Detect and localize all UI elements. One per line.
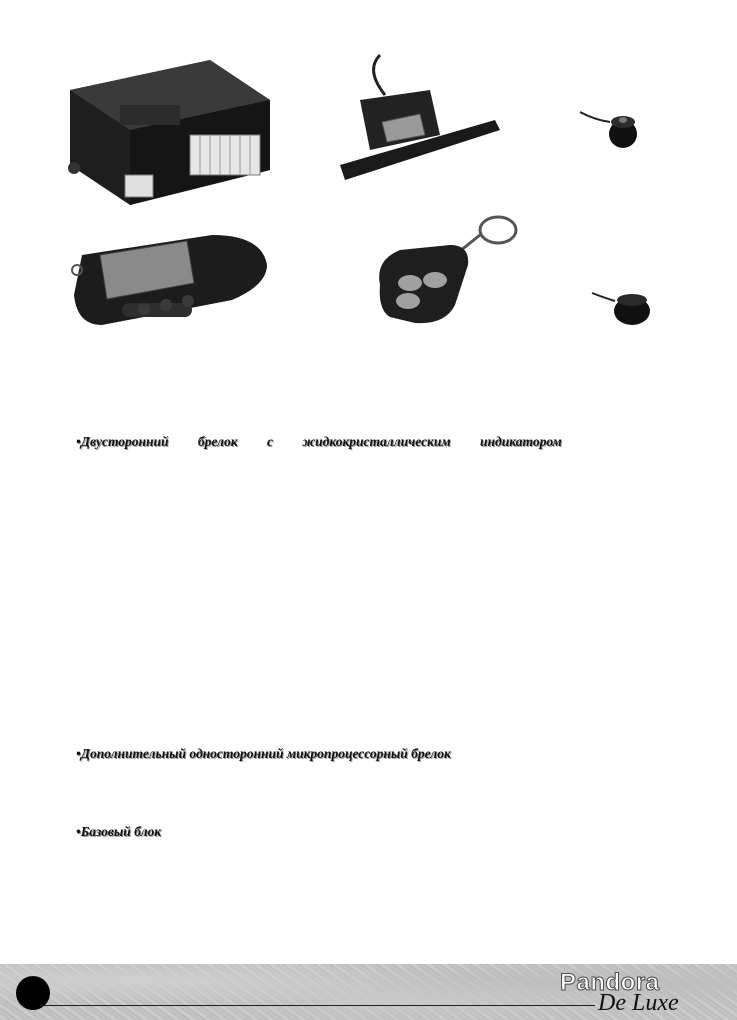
footer-rule [40,1005,595,1006]
extra-fob-heading: •Дополнительный односторонний микропроцессорный брелок [76,746,451,761]
keyfob-photo [360,205,530,330]
brand-logo-script: De Luxe [598,990,679,1016]
page-footer [0,964,737,1020]
two-way-fob-heading: •Двусторонний брелок с жидкокристаллическим индикатором [76,434,562,449]
base-unit-photo [50,50,280,210]
brand-logo: Pandora [560,969,660,996]
antenna-module-photo [330,50,510,185]
sensor-photo-2 [590,283,670,338]
sensor-photo-1 [575,100,655,160]
base-unit-heading: •Базовый блок [76,824,162,839]
lcd-fob-photo [62,225,272,335]
